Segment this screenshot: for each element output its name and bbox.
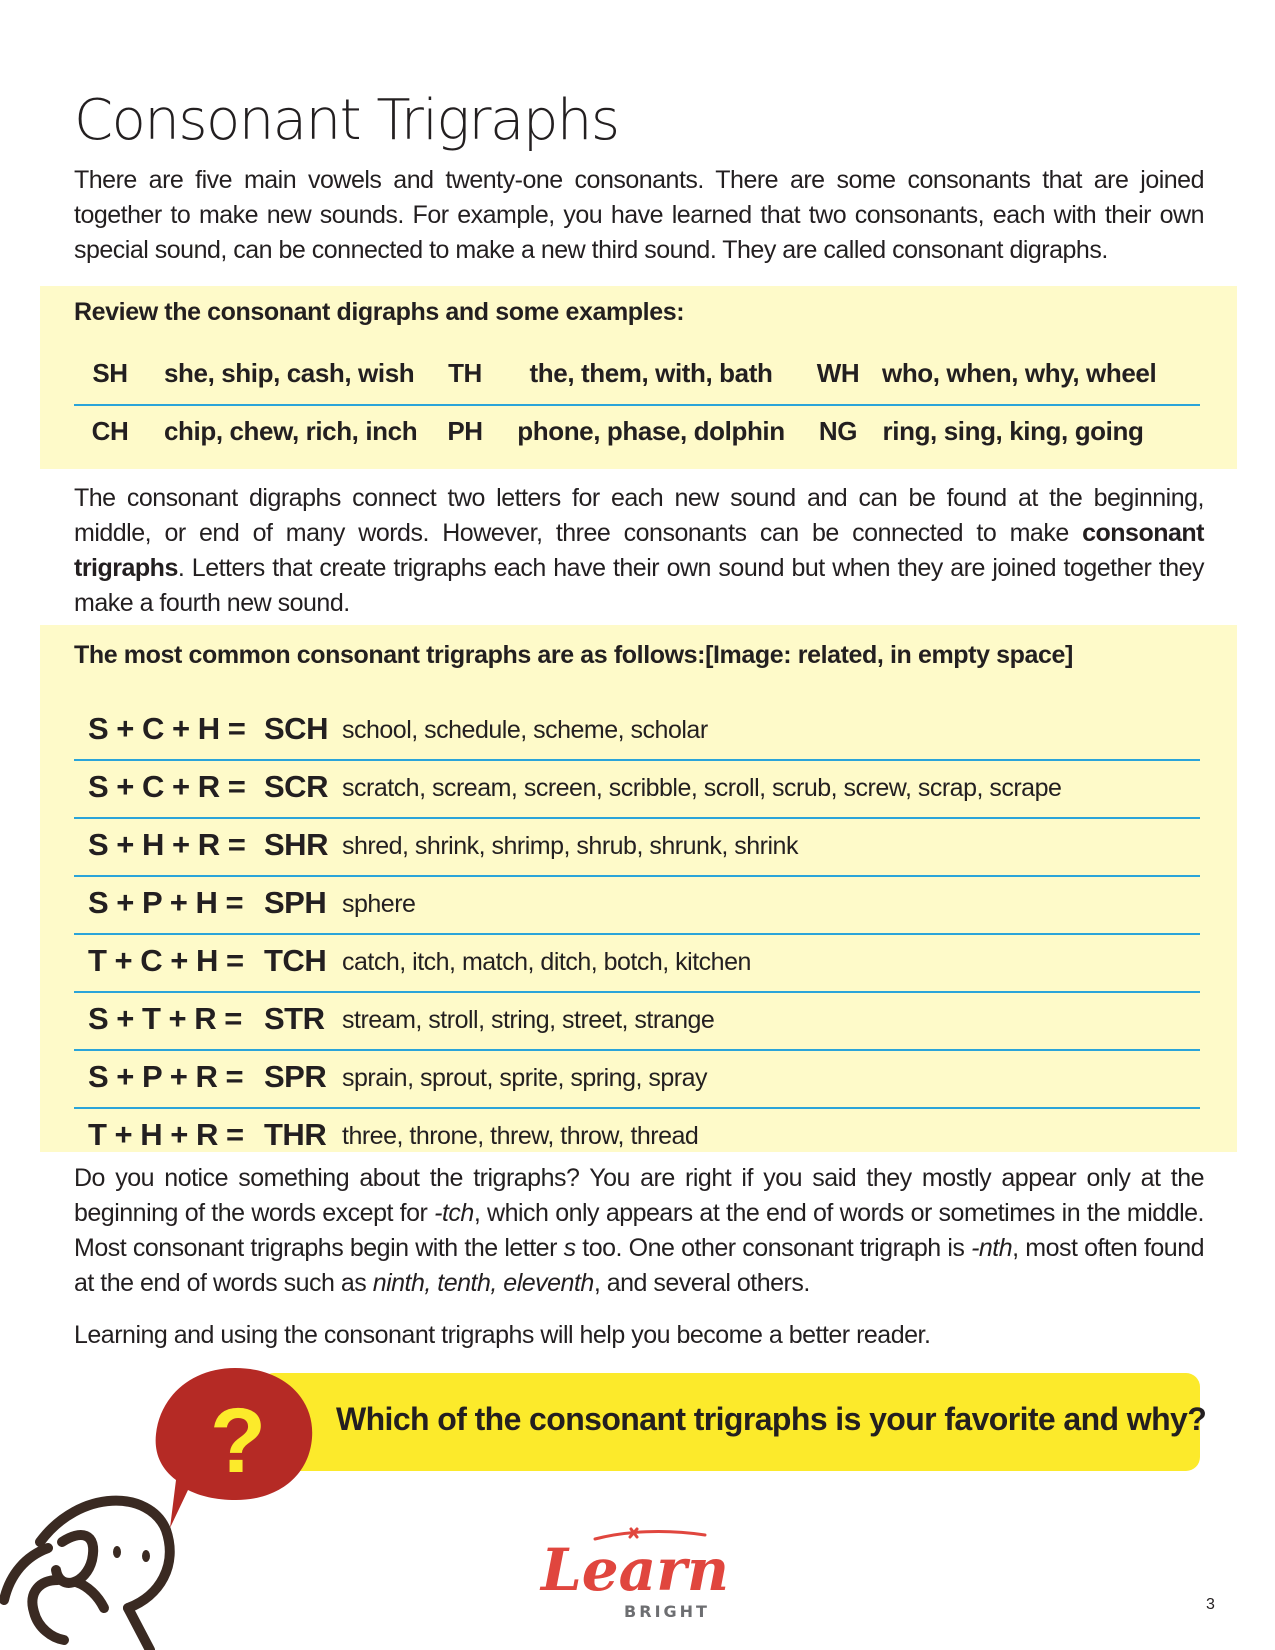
digraph-code: SH: [92, 358, 128, 388]
trigraph-examples: sprain, sprout, sprite, spring, spray: [342, 1064, 707, 1092]
digraph-heading: Review the consonant digraphs and some examples:: [74, 298, 685, 326]
trigraph-examples: three, throne, threw, throw, thread: [342, 1122, 699, 1150]
trigraph-code: SHR: [264, 827, 328, 862]
logo-word-bright: BRIGHT: [624, 1602, 710, 1621]
trigraph-table: [74, 703, 1200, 1165]
question-text: Which of the consonant trigraphs is your favorite and why?: [336, 1401, 1207, 1437]
page-number: 3: [1206, 1596, 1215, 1613]
page-title: Consonant Trigraphs: [74, 88, 619, 153]
trigraph-formula: T + C + H =: [88, 943, 244, 978]
trigraph-row: [74, 1109, 1200, 1165]
trigraph-code: STR: [264, 1001, 325, 1036]
figure-eye: [142, 1550, 150, 1562]
figure-outline: [4, 1501, 170, 1650]
trigraph-row: [74, 703, 1200, 761]
digraph-row: [74, 406, 1200, 462]
digraph-code: TH: [448, 358, 482, 388]
digraph-examples: the, them, with, bath: [529, 358, 773, 388]
trigraph-intro-paragraph: The consonant digraphs connect two letters for each new sound and can be found at the beginning, middle, or end of many words. However, three consonants can be connected to make consonant trigraphs. Letters that create trigraphs each have their own sound but when they are joined together they make a fourth new sound.: [74, 484, 1204, 617]
trigraph-formula: S + P + R =: [88, 1059, 244, 1094]
trigraph-examples: sphere: [342, 890, 416, 918]
digraph-review-box: [40, 286, 1237, 469]
trigraph-row: [74, 935, 1200, 993]
trigraph-examples: school, schedule, scheme, scholar: [342, 716, 708, 744]
question-banner: [260, 1373, 1207, 1471]
closing-paragraph: Learning and using the consonant trigraphs will help you become a better reader.: [74, 1321, 931, 1349]
trigraph-code: TCH: [264, 943, 327, 978]
trigraph-code: SPR: [264, 1059, 327, 1094]
digraph-examples: who, when, why, wheel: [882, 358, 1157, 388]
trigraph-row: [74, 993, 1200, 1051]
trigraph-code: SPH: [264, 885, 327, 920]
digraph-code: PH: [447, 416, 483, 446]
digraph-examples: ring, sing, king, going: [882, 416, 1144, 446]
trigraph-formula: T + H + R =: [88, 1117, 244, 1152]
trigraph-examples: scratch, scream, screen, scribble, scroll, scrub, screw, scrap, scrape: [342, 774, 1062, 802]
trigraph-formula: S + H + R =: [88, 827, 246, 862]
trigraph-code: SCH: [264, 711, 328, 746]
trigraph-box: [40, 625, 1237, 1152]
trigraph-examples: catch, itch, match, ditch, botch, kitchen: [342, 948, 751, 976]
trigraph-heading: The most common consonant trigraphs are as follows:[Image: related, in empty space]: [74, 641, 1073, 669]
trigraph-formula: S + P + H =: [88, 885, 244, 920]
trigraph-row: [74, 1051, 1200, 1109]
digraph-code: CH: [91, 416, 129, 446]
trigraph-formula: S + T + R =: [88, 1001, 242, 1036]
digraph-examples: phone, phase, dolphin: [517, 416, 785, 446]
intro-paragraph: There are five main vowels and twenty-one consonants. There are some consonants that are joined together to make new sounds. For example, you have learned that two consonants, each with their own special sound, can be connected to make a new third sound. They are called consonant digraphs.: [74, 166, 1204, 264]
trigraph-row: [74, 877, 1200, 935]
trigraph-code: THR: [264, 1117, 327, 1152]
learn-bright-logo: [535, 1525, 735, 1625]
trigraph-row: [74, 761, 1200, 819]
trigraph-formula: S + C + H =: [88, 711, 246, 746]
digraph-code: NG: [818, 416, 858, 446]
logo-word-learn: Learn: [541, 1536, 729, 1604]
trigraph-formula: S + C + R =: [88, 769, 246, 804]
trigraph-examples: shred, shrink, shrimp, shrub, shrunk, shrink: [342, 832, 798, 860]
trigraph-code: SCR: [264, 769, 328, 804]
observation-paragraph: Do you notice something about the trigraphs? You are right if you said they mostly appear only at the beginning of the words except for -tch, which only appears at the end of words or sometimes in the middle. Most consonant trigraphs begin with the letter s too. One other consonant trigraph is -nth, most often found at the end of words such as ninth, tenth, eleventh, and several others.: [74, 1164, 1205, 1297]
digraph-code: WH: [816, 358, 860, 388]
question-mark-icon: ?: [209, 1390, 267, 1492]
bold-term: consonant trigraphs: [74, 519, 1204, 582]
figure-eye: [113, 1546, 121, 1558]
trigraph-row: [74, 819, 1200, 877]
digraph-examples: she, ship, cash, wish: [164, 358, 415, 388]
thinking-figure-illustration: [0, 1360, 320, 1650]
digraph-table: [74, 348, 1200, 462]
trigraph-examples: stream, stroll, string, street, strange: [342, 1006, 715, 1034]
digraph-examples: chip, chew, rich, inch: [164, 416, 418, 446]
digraph-row: [74, 348, 1200, 406]
